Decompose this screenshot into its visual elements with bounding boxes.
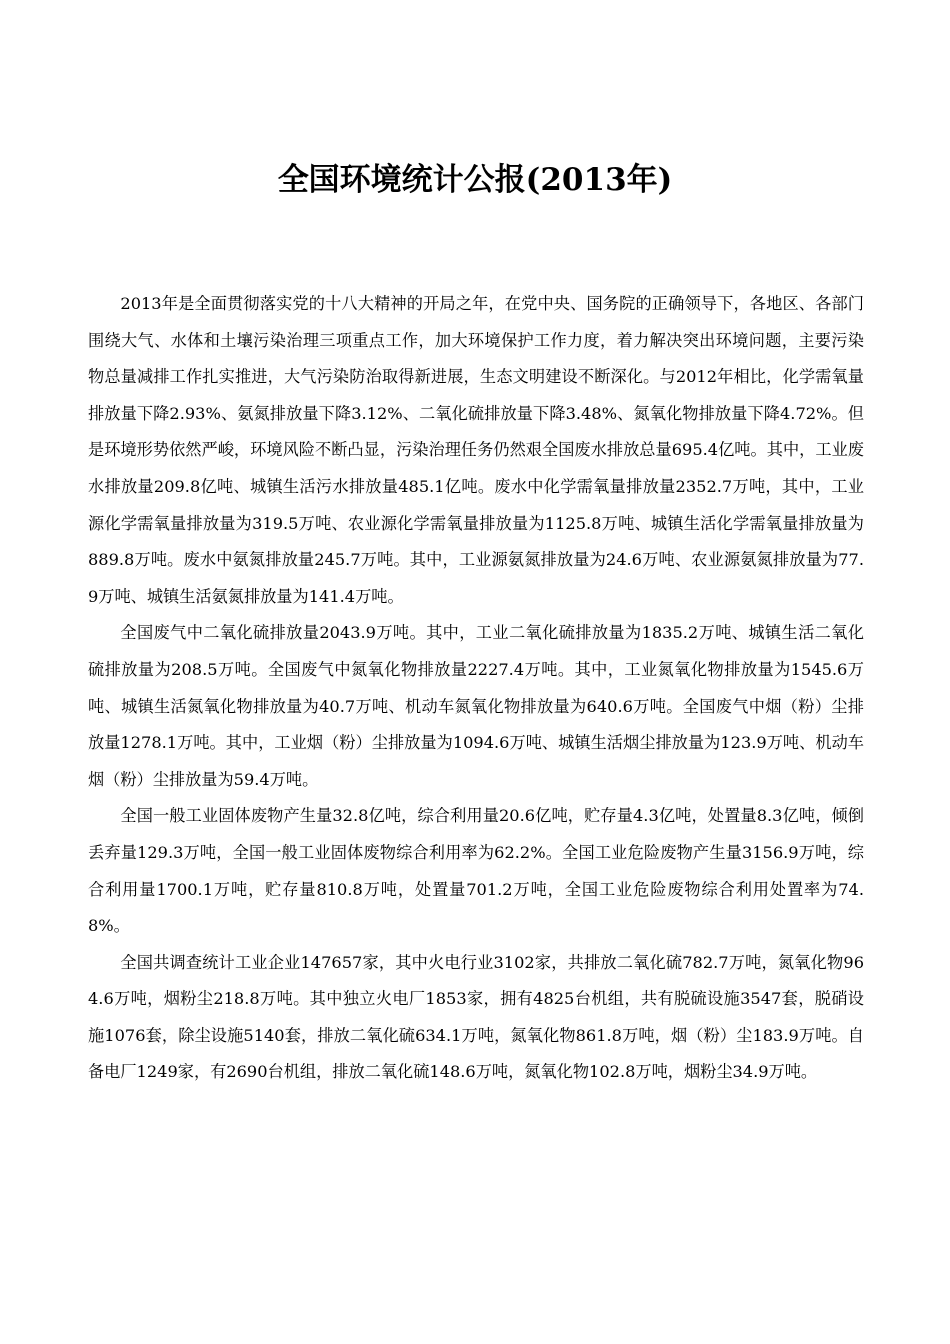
paragraph-waste-gas: 全国废气中二氧化硫排放量2043.9万吨。其中，工业二氧化硫排放量为1835.2万吨、城镇生活二氧化硫排放量为208.5万吨。全国废气中氮氧化物排放量2227.4万吨。其中，工业氮氧化物排放量为1545.6万吨、城镇生活氮氧化物排放量为40.7万吨、机动车氮氧化物排放量为640.6万吨。全国废气中烟（粉）尘排放量1278.1万吨。其中，工业烟（粉）尘排放量为1094.6万吨、城镇生活烟尘排放量为123.9万吨、机动车烟（粉）尘排放量为59.4万吨。 <box>88 623 864 789</box>
paragraph-overview: 2013年是全面贯彻落实党的十八大精神的开局之年，在党中央、国务院的正确领导下，各地区、各部门围绕大气、水体和土壤污染治理三项重点工作，加大环境保护工作力度，着力解决突出环境问题，主要污染物总量减排工作扎实推进，大气污染防治取得新进展，生态文明建设不断深化。与2012年相比，化学需氧量排放量下降2.93%、氨氮排放量下降3.12%、二氧化硫排放量下降3.48%、氮氧化物排放量下降4.72%。但是环境形势依然严峻，环境风险不断凸显，污染治理任务仍然艰全国废水排放总量695.4亿吨。其中，工业废水排放量209.8亿吨、城镇生活污水排放量485.1亿吨。废水中化学需氧量排放量2352.7万吨，其中，工业源化学需氧量排放量为319.5万吨、农业源化学需氧量排放量为1125.8万吨、城镇生活化学需氧量排放量为889.8万吨。废水中氨氮排放量245.7万吨。其中，工业源氨氮排放量为24.6万吨、农业源氨氮排放量为77.9万吨、城镇生活氨氮排放量为141.4万吨。 <box>88 294 864 606</box>
document-title: 全国环境统计公报(2013年) <box>277 162 673 198</box>
paragraph-solid-waste: 全国一般工业固体废物产生量32.8亿吨，综合利用量20.6亿吨，贮存量4.3亿吨，处置量8.3亿吨，倾倒丢弃量129.3万吨，全国一般工业固体废物综合利用率为62.2%。全国工业危险废物产生量3156.9万吨，综合利用量1700.1万吨，贮存量810.8万吨，处置量701.2万吨，全国工业危险废物综合利用处置率为74.8%。 <box>88 806 864 936</box>
paragraph-industrial-enterprises: 全国共调查统计工业企业147657家，其中火电行业3102家，共排放二氧化硫782.7万吨，氮氧化物964.6万吨，烟粉尘218.8万吨。其中独立火电厂1853家，拥有4825台机组，共有脱硫设施3547套，脱硝设施1076套，除尘设施5140套，排放二氧化硫634.1万吨，氮氧化物861.8万吨，烟（粉）尘183.9万吨。自备电厂1249家，有2690台机组，排放二氧化硫148.6万吨，氮氧化物102.8万吨，烟粉尘34.9万吨。 <box>88 952 864 1082</box>
document-body <box>88 286 864 1091</box>
